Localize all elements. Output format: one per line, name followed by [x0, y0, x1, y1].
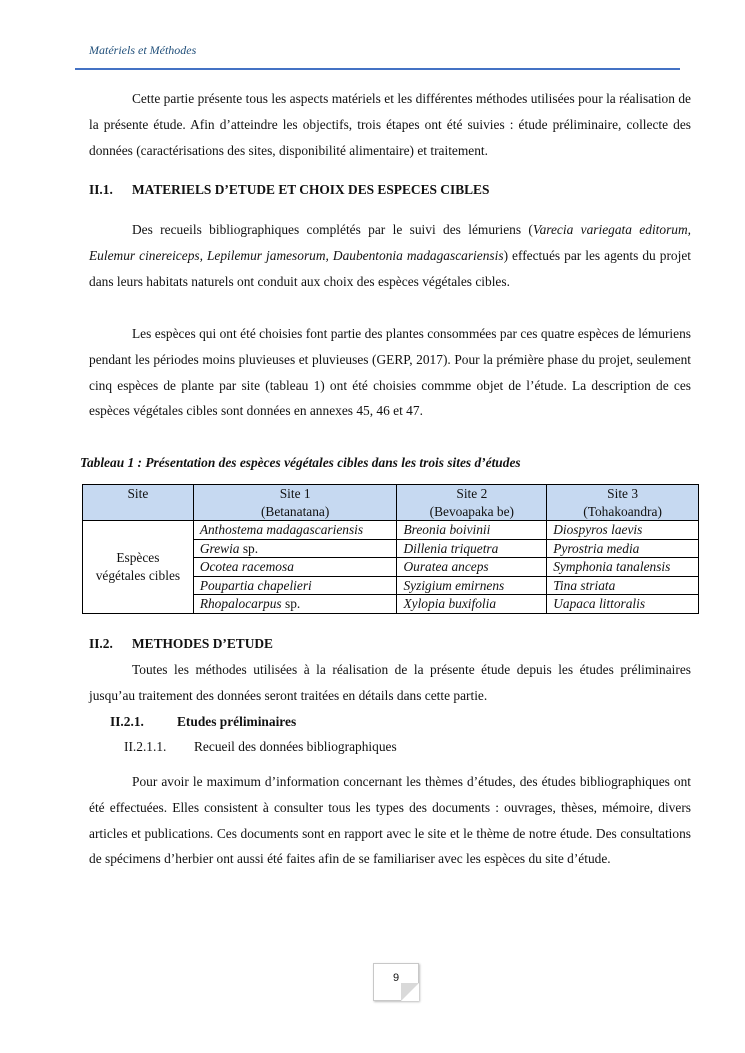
section2-paragraph: Toutes les méthodes utilisées à la réalisation de la présente étude depuis les études préliminaires jusqu’au traitement des données seront traitées en détails dans cette partie. [89, 662, 691, 703]
intro-paragraph: Cette partie présente tous les aspects matériels et les différentes méthodes utilisées pour la réalisation de la présente étude. Afin d’atteindre les objectifs, trois étapes ont été suivies : étude préliminaire, collecte des données (caractérisations des sites, disponibilité alimentaire) et traitement. [89, 91, 691, 158]
para-text: Des recueils bibliographiques complétés par le suivi des lémuriens ( [132, 222, 533, 237]
table-cell: Uapaca littoralis [547, 595, 699, 614]
table-header-row [83, 485, 699, 521]
running-header: Matériels et Méthodes [89, 43, 197, 57]
section-title: MATERIELS D’ETUDE ET CHOIX DES ESPECES CIBLES [132, 182, 490, 197]
page-number-box [373, 963, 419, 1001]
table-cell: Pyrostria media [547, 539, 699, 558]
row-label: Espèces végétales cibles [83, 521, 194, 614]
page-curl-icon [401, 983, 419, 1001]
section-heading-1 [89, 182, 489, 198]
table-cell: Dillenia triquetra [397, 539, 547, 558]
table-cell: Ouratea anceps [397, 558, 547, 577]
table-cell: Anthostema madagascariensis [193, 521, 397, 540]
subsubsection-number: II.2.1.1. [124, 739, 167, 754]
table-cell: Breonia boivinii [397, 521, 547, 540]
section-title: METHODES D’ETUDE [132, 636, 273, 651]
subsubsection-heading [124, 739, 397, 755]
table-cell: Tina striata [547, 576, 699, 595]
para-text: ) effectués par les agents du projet dans leurs habitats naturels ont conduit aux choix des espèces végétales cibles. [89, 247, 691, 289]
table-caption: Tableau 1 : Présentation des espèces végétales cibles dans les trois sites d’études [80, 455, 521, 470]
table-cell: Syzigium emirnens [397, 576, 547, 595]
header-cell: Site 2 (Bevoapaka be) [397, 485, 547, 521]
section2-paragraph-2: Pour avoir le maximum d’information concernant les thèmes d’études, des études bibliographiques ont été effectuées. Elles consistent à consulter tous les types des documents : ouvrages, thèses, mémoire, divers articles et publications. Ces documents sont en rapport avec le site et le thème de notre étude. Des consultations de spécimens d’herbier ont aussi été faites afin de se familiariser avec les espèces du site d’étude. [89, 774, 691, 867]
table-cell: Symphonia tanalensis [547, 558, 699, 577]
header-cell: Site [83, 485, 194, 521]
lemur-species: Varecia variegata editorum, Eulemur cinereiceps, Lepilemur jamesorum, Daubentonia madagascariensis [89, 222, 692, 263]
section1-paragraph-2: Les espèces qui ont été choisies font partie des plantes consommées par ces quatre espèces de lémuriens pendant les périodes moins pluvieuses et pluvieuses (GERP, 2017). Pour la prémière phase du projet, seulement cinq espèces de plante par site (tableau 1) ont été choisies commme objet de l’étude. La description de ces espèces végétales cibles sont données en annexes 45, 46 et 47. [89, 326, 691, 419]
table-cell: Rhopalocarpus sp. [193, 595, 397, 614]
subsection-number: II.2.1. [110, 714, 144, 729]
species-table [82, 484, 699, 614]
header-cell: Site 3 (Tohakoandra) [547, 485, 699, 521]
header-rule [75, 68, 680, 70]
header-cell: Site 1 (Betanatana) [193, 485, 397, 521]
table-cell: Diospyros laevis [547, 521, 699, 540]
table-cell: Xylopia buxifolia [397, 595, 547, 614]
table-row [83, 521, 699, 540]
table-cell: Poupartia chapelieri [193, 576, 397, 595]
table-cell: Grewia sp. [193, 539, 397, 558]
table-cell: Ocotea racemosa [193, 558, 397, 577]
subsubsection-title: Recueil des données bibliographiques [194, 739, 397, 754]
section-heading-2 [89, 636, 273, 652]
subsection-title: Etudes préliminaires [177, 714, 297, 729]
section-number: II.2. [89, 636, 113, 651]
section1-paragraph-1 [89, 217, 691, 294]
section-number: II.1. [89, 182, 113, 197]
subsection-heading [110, 714, 296, 730]
page-number: 9 [392, 972, 400, 984]
